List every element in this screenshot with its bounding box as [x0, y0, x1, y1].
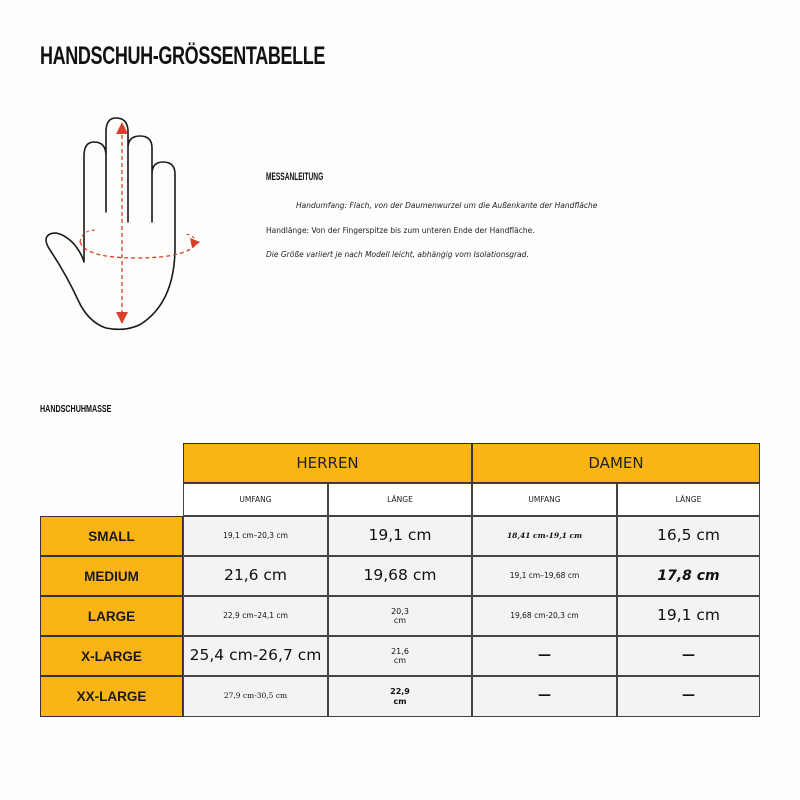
table-cell: 19,1 cm: [328, 516, 472, 556]
table-cell: 19,68 cm-20,3 cm: [472, 596, 617, 636]
table-cell: —: [617, 676, 760, 717]
table-cell: 25,4 cm-26,7 cm: [183, 636, 328, 676]
table-cell: 19,1 cm: [617, 596, 760, 636]
subheader-herren-laenge: LÄNGE: [328, 483, 472, 516]
table-cell: 21,6 cm: [328, 636, 472, 676]
table-cell: 20,3 cm: [328, 596, 472, 636]
section-title: HANDSCHUHMASSE: [40, 403, 112, 415]
table-cell: 19,68 cm: [328, 556, 472, 596]
circumference-arrow-icon: [80, 230, 200, 258]
measure-heading: MESSANLEITUNG: [266, 171, 324, 183]
table-cell: —: [617, 636, 760, 676]
table-cell: 22,9 cm: [328, 676, 472, 717]
group-header-damen: DAMEN: [472, 443, 760, 483]
table-cell: 27,9 cm-30,5 cm: [183, 676, 328, 717]
page-title: HANDSCHUH-GRÖSSENTABELLE: [40, 42, 326, 70]
table-cell: —: [472, 676, 617, 717]
subheader-damen-umfang: UMFANG: [472, 483, 617, 516]
row-label-x-large: X-LARGE: [40, 636, 183, 676]
subheader-herren-umfang: UMFANG: [183, 483, 328, 516]
table-cell: 19,1 cm–19,68 cm: [472, 556, 617, 596]
table-cell: 18,41 cm-19,1 cm: [472, 516, 617, 556]
hand-outline-icon: [36, 112, 216, 337]
group-header-herren: HERREN: [183, 443, 472, 483]
table-cell: 19,1 cm–20,3 cm: [183, 516, 328, 556]
measure-note-text: Die Größe variiert je nach Modell leicht, abhängig vom Isolationsgrad.: [266, 250, 529, 259]
row-label-large: LARGE: [40, 596, 183, 636]
row-label-xx-large: XX-LARGE: [40, 676, 183, 717]
measure-circumference-text: Handumfang: Flach, von der Daumenwurzel um die Außenkante der Handfläche: [296, 201, 598, 210]
measure-length-text: Handlänge: Von der Fingerspitze bis zum unteren Ende der Handfläche.: [266, 226, 535, 235]
table-cell: 17,8 cm: [617, 556, 760, 596]
subheader-damen-laenge: LÄNGE: [617, 483, 760, 516]
table-cell: —: [472, 636, 617, 676]
row-label-medium: MEDIUM: [40, 556, 183, 596]
table-cell: 16,5 cm: [617, 516, 760, 556]
table-cell: 21,6 cm: [183, 556, 328, 596]
table-cell: 22,9 cm–24,1 cm: [183, 596, 328, 636]
length-arrow-icon: [116, 122, 128, 324]
row-label-small: SMALL: [40, 516, 183, 556]
